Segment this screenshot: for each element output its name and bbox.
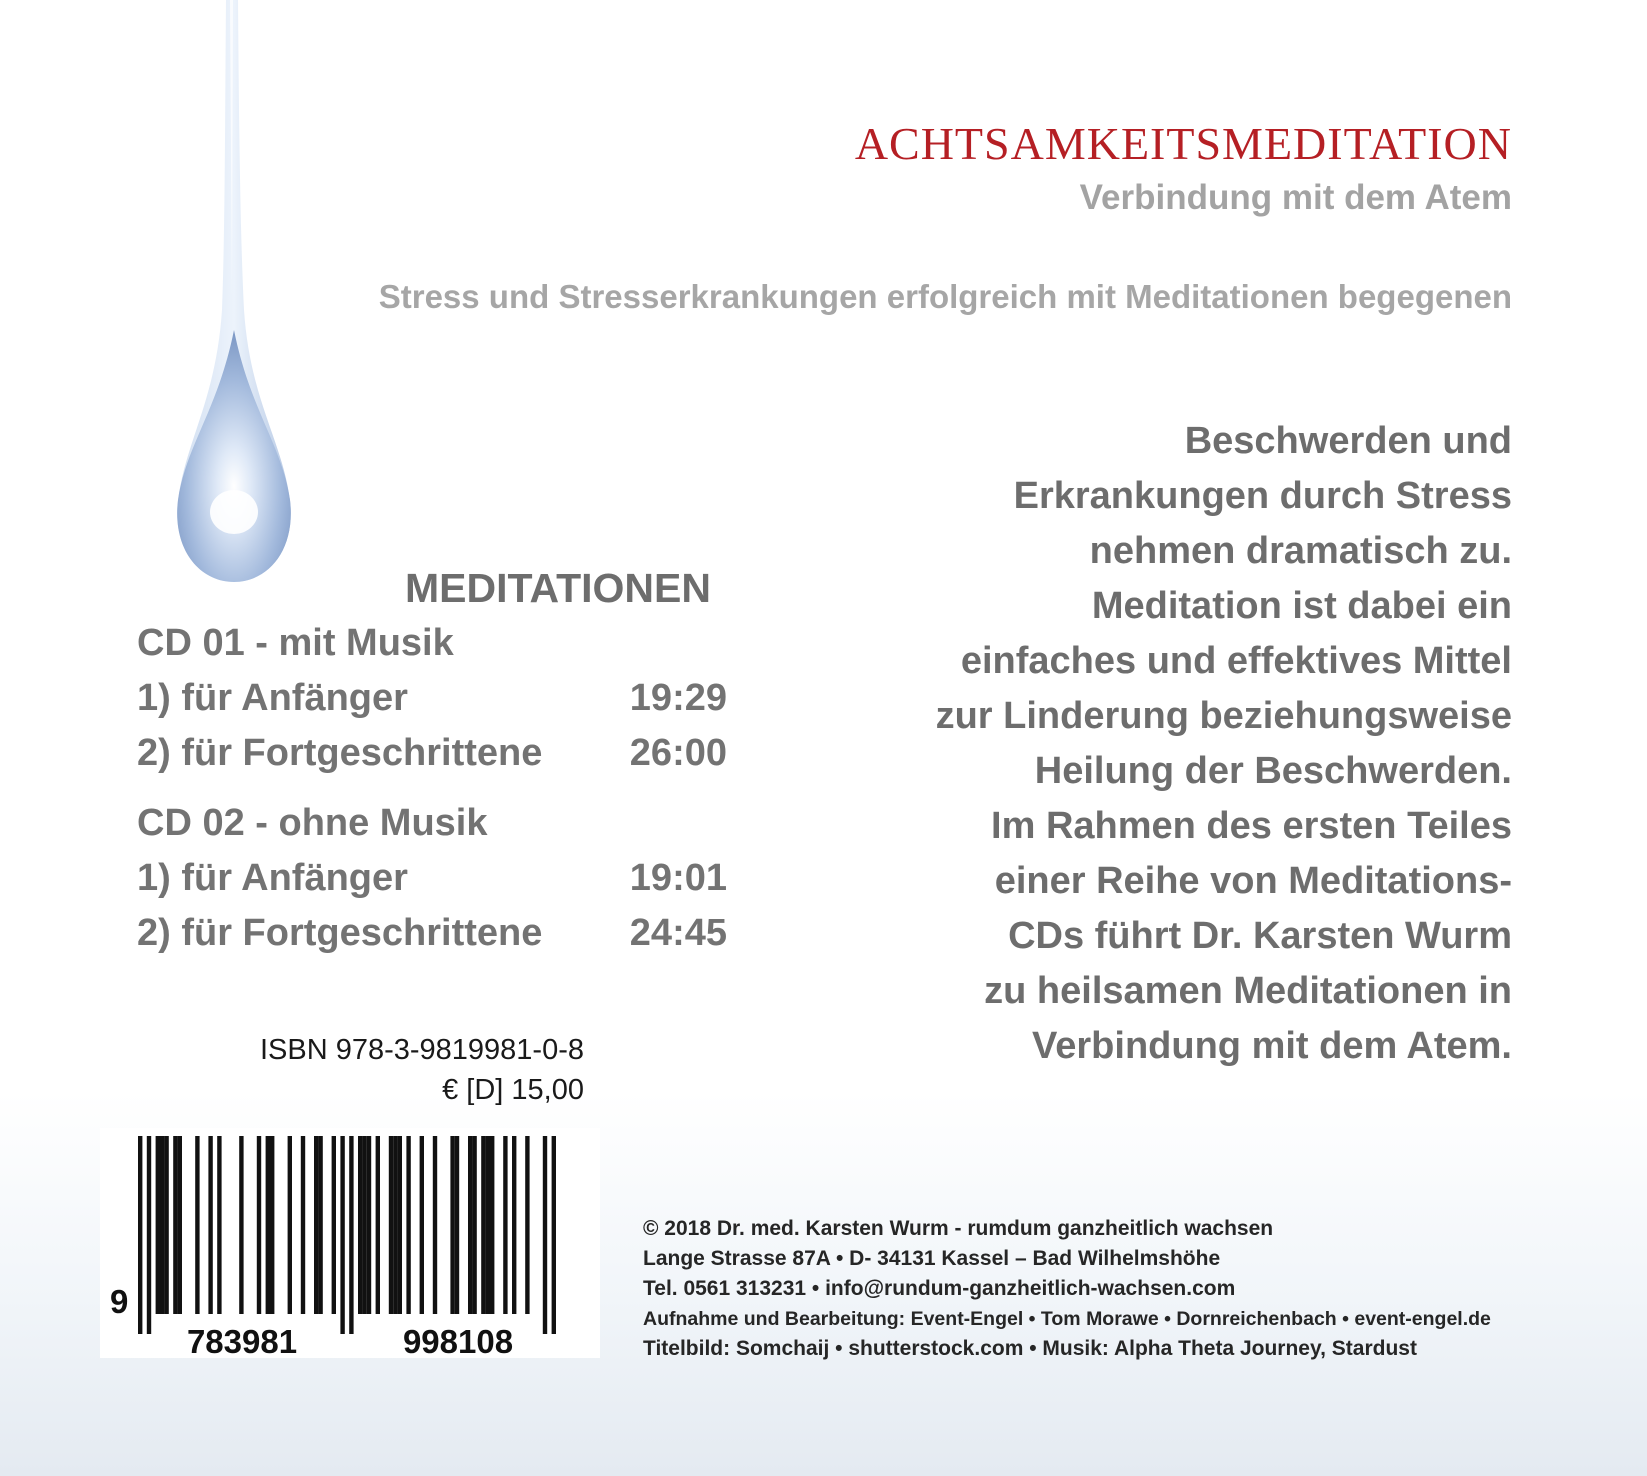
description-line: nehmen dramatisch zu.: [1089, 530, 1512, 572]
description-line: zu heilsamen Meditationen in: [984, 970, 1512, 1012]
barcode-bar: [270, 1136, 274, 1314]
description-line: einer Reihe von Meditations-: [994, 860, 1512, 902]
track-duration: 19:29: [629, 677, 727, 719]
barcode-bar: [178, 1136, 182, 1314]
description-line: Heilung der Beschwerden.: [1034, 750, 1512, 792]
track-row: [137, 912, 727, 955]
barcode-bar: [406, 1136, 410, 1314]
barcode-lead-digit: 9: [110, 1283, 129, 1320]
isbn-number: ISBN 978-3-9819981-0-8: [259, 1034, 584, 1066]
water-drop-illustration: [150, 0, 310, 600]
barcode-bar: [393, 1136, 397, 1314]
barcode-bar: [266, 1136, 270, 1314]
track-duration: 19:01: [629, 857, 727, 899]
barcode-bar: [208, 1136, 212, 1314]
barcode-bar: [318, 1136, 322, 1314]
barcode-bar: [512, 1136, 516, 1314]
barcode-bar: [160, 1136, 164, 1314]
barcode-bar: [450, 1136, 454, 1314]
track-row: [137, 732, 727, 775]
track-name: 1) für Anfänger: [137, 677, 408, 719]
barcode-bar: [486, 1136, 490, 1314]
barcode-bar: [138, 1136, 142, 1334]
barcode-left-digits: 783981: [186, 1323, 298, 1358]
barcode: [100, 1128, 600, 1358]
barcode-bar: [481, 1136, 485, 1314]
barcode-bar: [389, 1136, 393, 1314]
barcode-bar: [147, 1136, 151, 1334]
barcode-bar: [314, 1136, 318, 1314]
track-name: 2) für Fortgeschrittene: [137, 912, 543, 954]
barcode-bar: [301, 1136, 305, 1314]
tagline: Stress und Stresserkrankungen erfolgreich mit Meditationen begegenen: [378, 278, 1512, 315]
cd-02-title: CD 02 - ohne Musik: [137, 802, 488, 844]
barcode-bar: [543, 1136, 547, 1334]
description-line: CDs führt Dr. Karsten Wurm: [1008, 915, 1512, 957]
barcode-bar: [367, 1136, 371, 1314]
description-line: Beschwerden und: [1184, 420, 1512, 462]
barcode-bar: [398, 1136, 402, 1314]
barcode-bar: [288, 1136, 292, 1314]
barcode-bar: [349, 1136, 353, 1334]
track-name: 2) für Fortgeschrittene: [137, 732, 543, 774]
barcode-bar: [173, 1136, 177, 1314]
cd-01-title: CD 01 - mit Musik: [137, 622, 454, 664]
barcode-bar: [468, 1136, 472, 1314]
barcode-bar: [552, 1136, 556, 1334]
credits-copyright: © 2018 Dr. med. Karsten Wurm - rumdum ganzheitlich wachsen: [643, 1217, 1274, 1240]
credits-image-music: Titelbild: Somchaij • shutterstock.com • Musik: Alpha Theta Journey, Stardust: [643, 1337, 1417, 1360]
barcode-bar: [340, 1136, 344, 1334]
barcode-bar: [217, 1136, 221, 1314]
barcode-bar: [332, 1136, 336, 1314]
barcode-bar: [490, 1136, 494, 1314]
track-duration: 24:45: [629, 912, 727, 954]
barcode-bar: [503, 1136, 507, 1314]
description-line: Verbindung mit dem Atem.: [1032, 1025, 1512, 1067]
track-duration: 26:00: [629, 732, 727, 774]
description-line: Erkrankungen durch Stress: [1013, 475, 1512, 517]
description-line: zur Linderung beziehungsweise: [935, 695, 1512, 737]
track-row: [137, 677, 727, 720]
barcode-bar: [239, 1136, 243, 1314]
barcode-bar: [525, 1136, 529, 1314]
barcode-bar: [420, 1136, 424, 1314]
barcode-bar: [156, 1136, 160, 1314]
barcode-bar: [257, 1136, 261, 1314]
credits-contact: Tel. 0561 313231 • info@rundum-ganzheitlich-wachsen.com: [643, 1277, 1236, 1300]
description-line: einfaches und effektives Mittel: [960, 640, 1512, 682]
barcode-bar: [358, 1136, 362, 1314]
credits-address: Lange Strasse 87A • D- 34131 Kassel – Bad Wilhelmshöhe: [643, 1247, 1221, 1270]
album-subtitle: Verbindung mit dem Atem: [1079, 178, 1512, 217]
credits-recording: Aufnahme und Bearbeitung: Event-Engel • Tom Morawe • Dornreichenbach • event-engel.de: [643, 1308, 1491, 1330]
barcode-bar: [362, 1136, 366, 1314]
barcode-bar: [376, 1136, 380, 1314]
album-title: achtsamkeitsmeditation: [854, 101, 1512, 174]
meditations-heading: MEDITATIONEN: [405, 565, 711, 611]
barcode-right-digits: 998108: [402, 1323, 514, 1358]
track-row: [137, 857, 727, 900]
barcode-bar: [164, 1136, 168, 1314]
barcode-bar: [455, 1136, 459, 1314]
description-paragraph: [792, 414, 1512, 1074]
barcode-bar: [433, 1136, 437, 1314]
track-name: 1) für Anfänger: [137, 857, 408, 899]
barcode-bar: [472, 1136, 476, 1314]
price-label: € [D] 15,00: [442, 1074, 584, 1106]
barcode-panel: [100, 1128, 600, 1358]
description-line: Im Rahmen des ersten Teiles: [991, 805, 1512, 847]
barcode-bar: [195, 1136, 199, 1314]
description-line: Meditation ist dabei ein: [1091, 585, 1512, 627]
